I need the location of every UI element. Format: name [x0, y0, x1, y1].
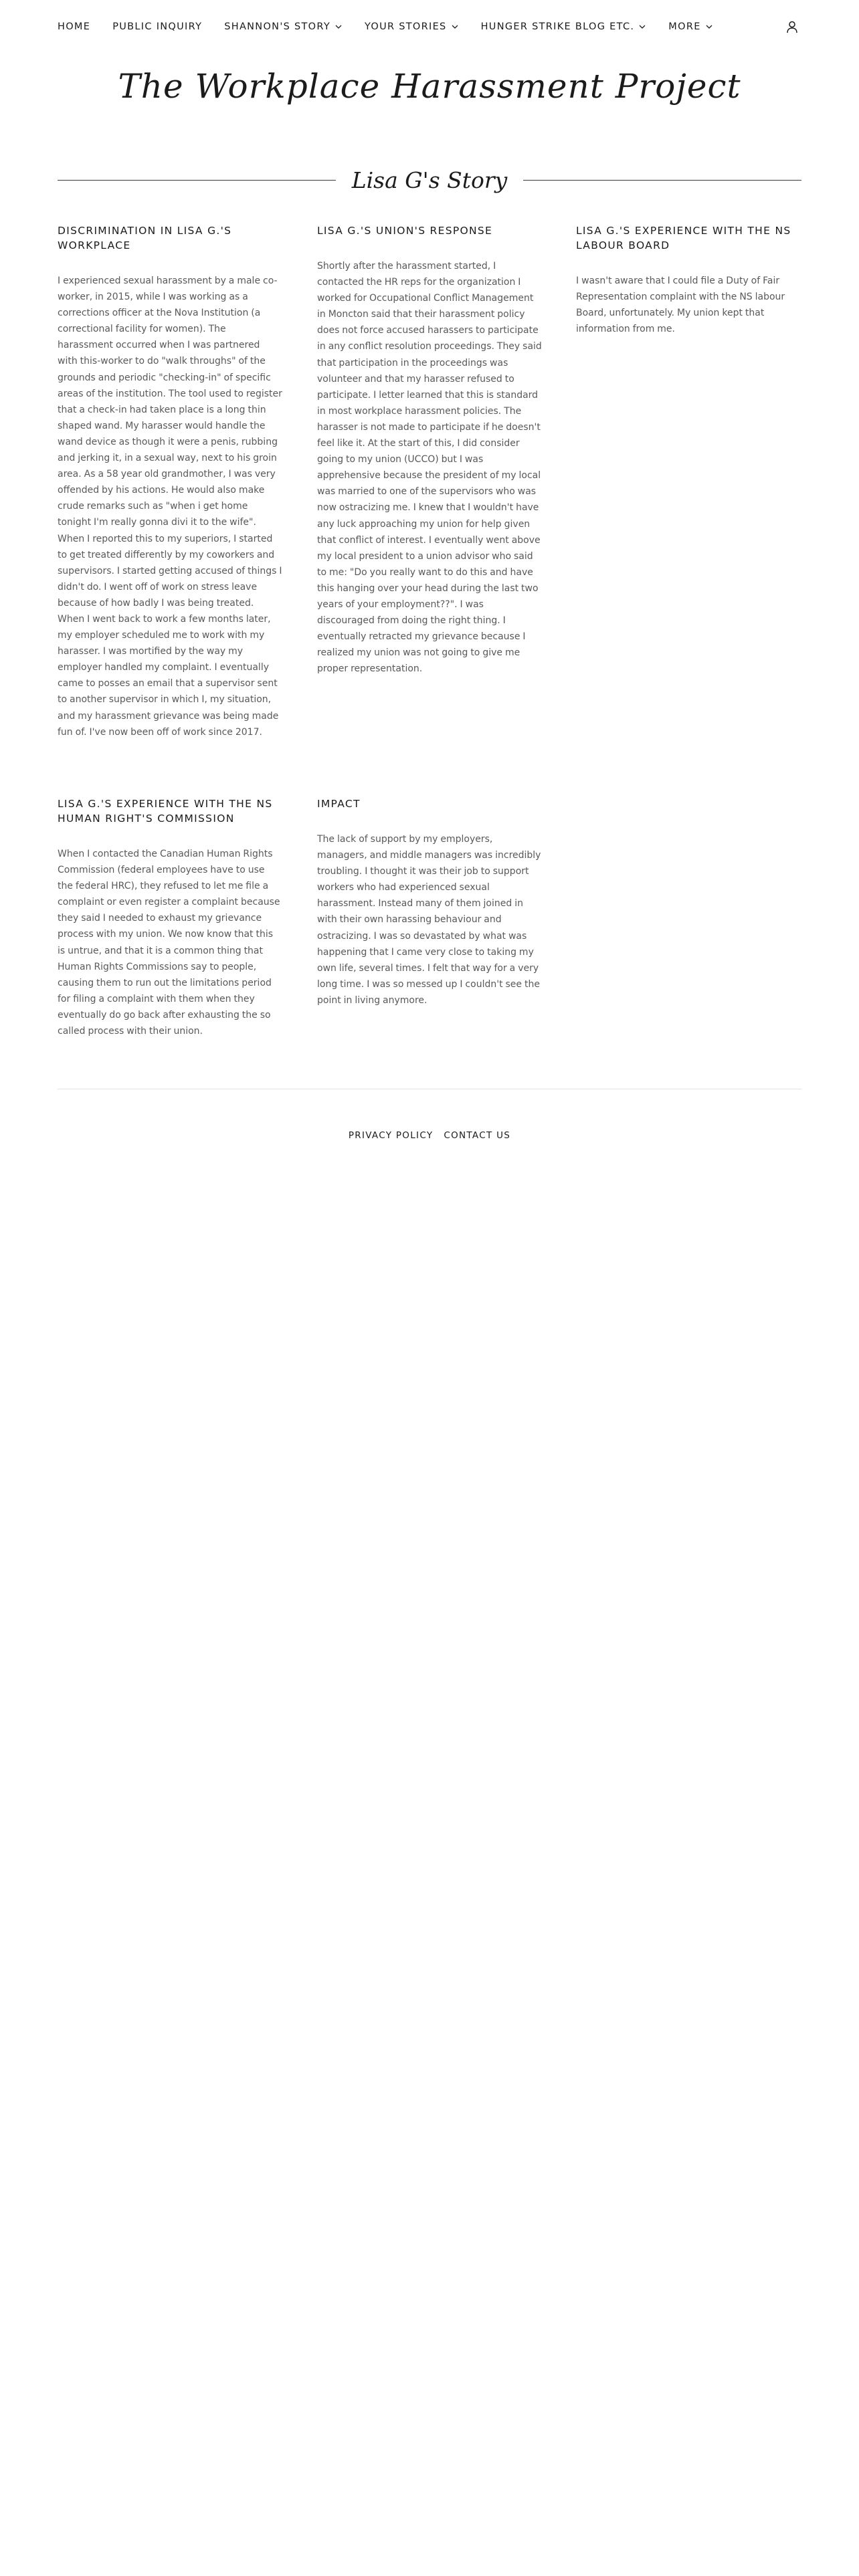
nav-item-label: MORE: [668, 21, 701, 32]
section-heading: LISA G.'S UNION'S RESPONSE: [317, 225, 493, 237]
nav-item-label: YOUR STORIES: [365, 21, 447, 32]
section-body: The lack of support by my employers, managers, and middle managers was incredibly troubling. I thought it was their job to support workers who had experienced sexual harassment. Instead many of them joined in with their own harassing behaviour and ostracizing. I was so devastated by what was happening that I came very close to taking my own life, several times. I felt that way for a very long time. I was so messed up I couldn't see the point in living anymore.: [317, 834, 541, 1006]
divider-left: [58, 180, 336, 181]
section-heading: LISA G.'S EXPERIENCE WITH THE NS HUMAN RIGHT'S COMMISSION: [58, 798, 273, 825]
section-body: I experienced sexual harassment by a male co-worker, in 2015, while I was working as a corrections officer at the Nova Institution (a correctional facility for women). The harassment occurred when I was partnered with this-worker to do "walk throughs" of the grounds and periodic "checking-in" of specific areas of the institution. The tool used to register that a check-in had taken place is a long thin shaped wand. My harasser would handle the wand device as though it were a penis, rubbing and jerking it, in a sexual way, next to his groin area. As a 58 year old grandmother, I was very offended by his actions. He would also make crude remarks such as "when i get home tonight I'm really gonna divi it to the wife". When I reported this to my superiors, I started to get treated differently by my coworkers and supervisors. I started getting accused of things I didn't do. I went off of work on stress leave because of how badly I was being treated. When I went back to work a few months later, my employer scheduled me to work with my harasser. I was mortified by the way my employer handled my complaint. I eventually came to posses an email that a supervisor sent to another supervisor in which I, my situation, and my harassment grievance was being made fun of. I've now been off of work since 2017.: [58, 276, 282, 738]
nav-item-hunger-strike-blog[interactable]: [481, 21, 647, 32]
story-title: Lisa G's Story: [351, 167, 508, 193]
nav-item-label: HUNGER STRIKE BLOG ETC.: [480, 21, 635, 32]
story-heading: [58, 163, 801, 197]
section-heading: LISA G.'S EXPERIENCE WITH THE NS LABOUR BOARD: [576, 225, 791, 251]
divider-right: [523, 180, 801, 181]
nav-item-label: HOME: [58, 21, 91, 32]
site-title: The Workplace Harassment Project: [118, 67, 741, 106]
nav-item-label: SHANNON'S STORY: [224, 21, 330, 32]
section-heading: DISCRIMINATION IN LISA G.'S WORKPLACE: [58, 225, 232, 251]
section-union-response: [317, 223, 542, 677]
nav-item-public-inquiry[interactable]: [112, 21, 202, 32]
section-labour-board: [576, 223, 801, 337]
section-body: Shortly after the harassment started, I contacted the HR reps for the organization I worked for Occupational Conflict Management in Moncton said that their harassment policy does not force accused harassers to participate in any conflict resolution proceedings. They said that participation in the proceedings was volunteer and that my harasser refused to participate. I letter learned that this is standard in most workplace harassment policies. The harasser is not made to participate if he doesn't feel like it. At the start of this, I did consider going to my union (UCCO) but I was apprehensive because the president of my local was married to one of the supervisors who was now ostracizing me. I knew that I wouldn't have any luck approaching my union for help given that conflict of interest. I eventually went above my local president to a union advisor who said to me: "Do you really want to do this and have this hanging over your head during the last two years of your employment??". I was discouraged from doing the right thing. I eventually retracted my grievance because I realized my union was not going to give me proper representation.: [317, 261, 542, 675]
top-navigation: [58, 15, 801, 39]
section-heading: IMPACT: [317, 798, 361, 810]
section-body: When I contacted the Canadian Human Rights Commission (federal employees have to use the federal HRC), they refused to let me file a complaint or even register a complaint because they said I needed to exhaust my grievance process with my union. We now know that this is untrue, and that it is a common thing that Human Rights Commissions say to people, causing them to run out the limitations period for filing a complaint with them when they eventually do go back after exhausting the so called process with their union.: [58, 849, 280, 1037]
nav-item-shannons-story[interactable]: [224, 21, 343, 32]
nav-item-home[interactable]: [58, 21, 90, 32]
user-icon: [785, 20, 799, 33]
account-button[interactable]: [783, 17, 801, 36]
nav-item-more[interactable]: [668, 21, 712, 32]
section-human-rights-commission: [58, 796, 282, 1039]
chevron-down-icon: [638, 23, 646, 31]
section-impact: [317, 796, 542, 1008]
chevron-down-icon: [705, 23, 713, 31]
nav-item-label: PUBLIC INQUIRY: [112, 21, 203, 32]
privacy-policy-link[interactable]: PRIVACY POLICY: [348, 1130, 434, 1141]
nav-item-your-stories[interactable]: [365, 21, 459, 32]
chevron-down-icon: [451, 23, 459, 31]
section-discrimination: [58, 223, 282, 740]
section-body: I wasn't aware that I could file a Duty of Fair Representation complaint with the NS labour Board, unfortunately. My union kept that information from me.: [576, 276, 785, 335]
chevron-down-icon: [335, 23, 343, 31]
footer-links: [0, 1130, 859, 1141]
contact-us-link[interactable]: CONTACT US: [444, 1130, 511, 1141]
